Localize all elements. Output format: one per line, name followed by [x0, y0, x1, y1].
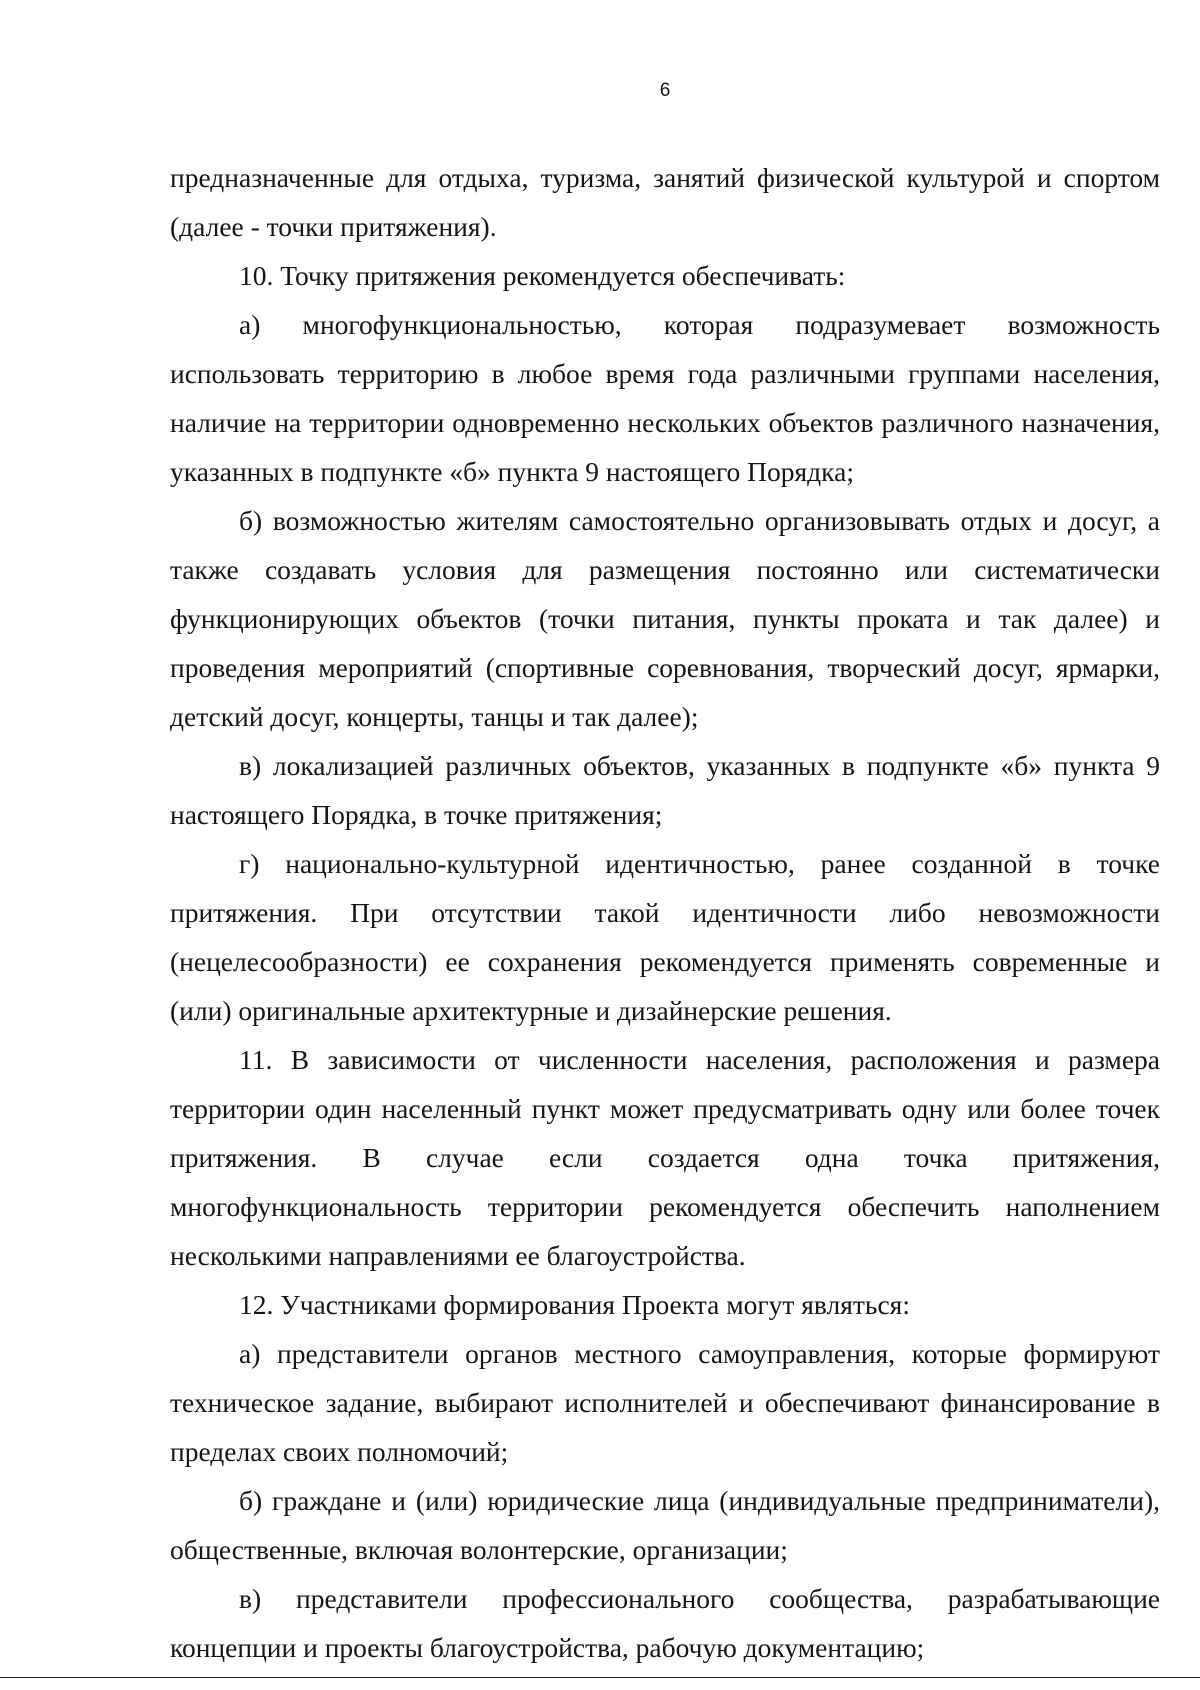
paragraph-item-10: 10. Точку притяжения рекомендуется обеспечивать:	[239, 260, 846, 291]
paragraph-item-12-b: б) граждане и (или) юридические лица (индивидуальные предприниматели), общественные, включая волонтерские, организации;	[170, 1485, 1160, 1565]
paragraph-continuation: предназначенные для отдыха, туризма, занятий физической культурой и спортом (далее - точки притяжения).	[170, 162, 1160, 242]
page-number: 6	[659, 80, 671, 101]
paragraph-item-10-b: б) возможностью жителям самостоятельно организовывать отдых и досуг, а также создавать условия для размещения постоянно или систематически функционирующих объектов (точки питания, пункты проката и так далее) и проведения мероприятий (спортивные соревнования, творческий досуг, ярмарки, детский досуг, концерты, танцы и так далее);	[170, 505, 1160, 732]
paragraph-item-11: 11. В зависимости от численности населения, расположения и размера территории один населенный пункт может предусматривать одну или более точек притяжения. В случае если создается одна точка притяжения, многофункциональность территории рекомендуется обеспечить наполнением несколькими направлениями ее благоустройства.	[170, 1044, 1160, 1271]
document-body	[170, 153, 1160, 1672]
paragraph-item-10-g: г) национально-культурной идентичностью, ранее созданной в точке притяжения. При отсутствии такой идентичности либо невозможности (нецелесообразности) ее сохранения рекомендуется применять современные и (или) оригинальные архитектурные и дизайнерские решения.	[170, 848, 1160, 1026]
page-bottom-rule	[0, 1677, 1200, 1678]
paragraph-item-10-v: в) локализацией различных объектов, указанных в подпункте «б» пункта 9 настоящего Порядка, в точке притяжения;	[170, 750, 1160, 830]
paragraph-item-12: 12. Участниками формирования Проекта могут являться:	[239, 1289, 910, 1320]
paragraph-item-12-a: а) представители органов местного самоуправления, которые формируют техническое задание, выбирают исполнителей и обеспечивают финансирование в пределах своих полномочий;	[170, 1338, 1160, 1467]
paragraph-item-10-a: а) многофункциональностью, которая подразумевает возможность использовать территорию в любое время года различными группами населения, наличие на территории одновременно нескольких объектов различного назначения, указанных в подпункте «б» пункта 9 настоящего Порядка;	[170, 309, 1160, 487]
paragraph-item-12-v: в) представители профессионального сообщества, разрабатывающие концепции и проекты благоустройства, рабочую документацию;	[170, 1583, 1160, 1663]
